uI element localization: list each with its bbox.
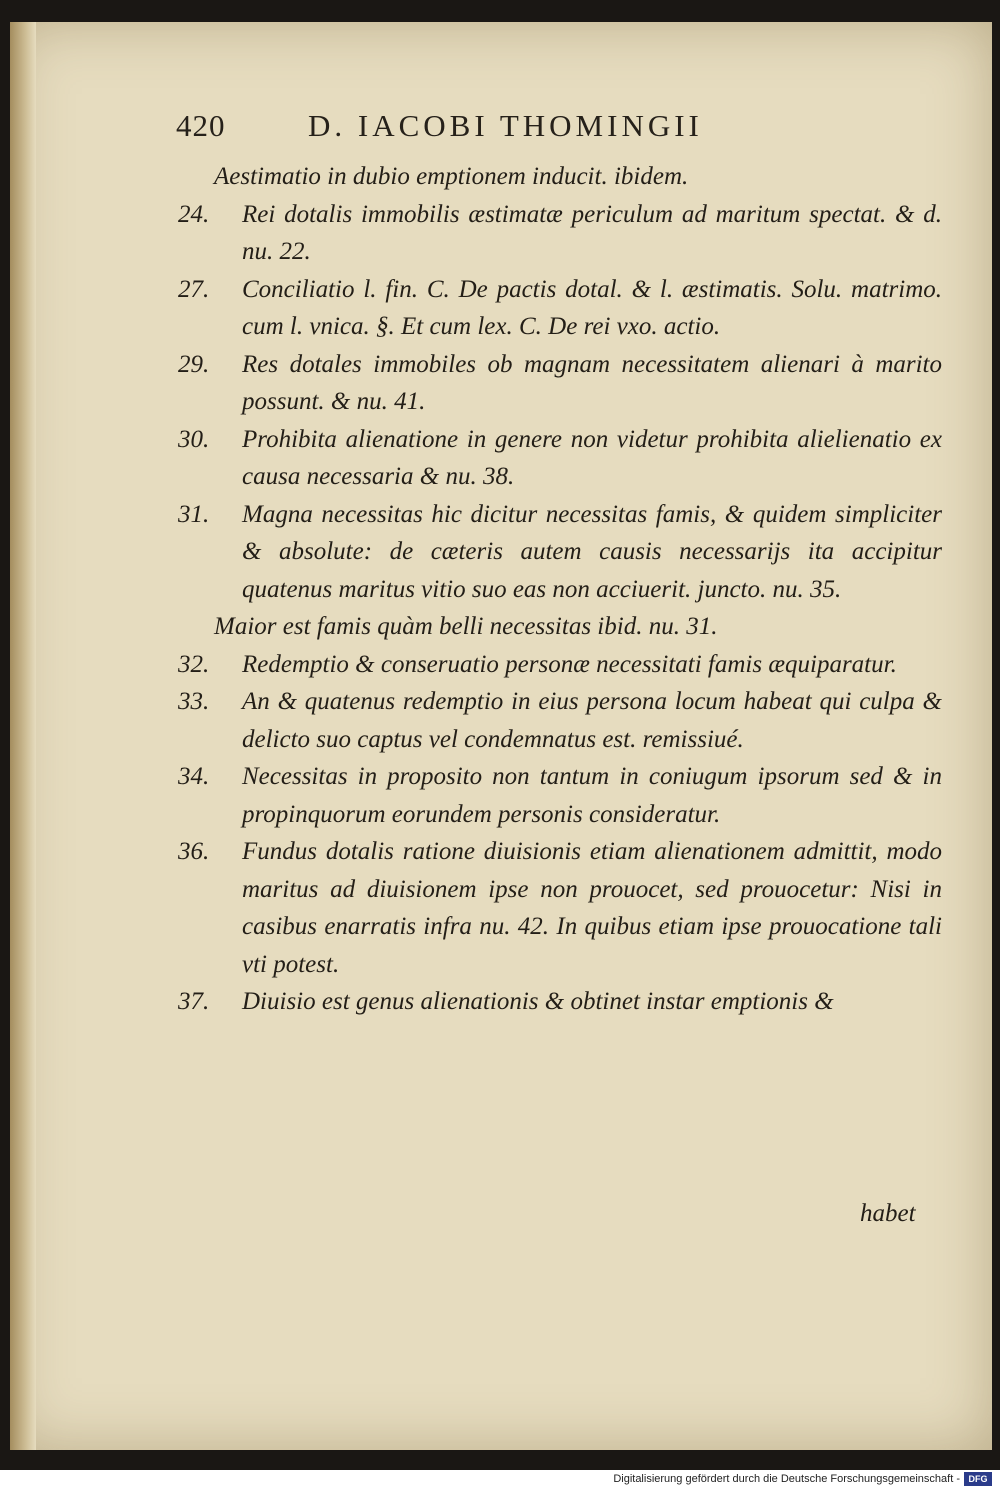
- index-entry: [172, 646, 942, 684]
- index-entry: [172, 346, 942, 421]
- entry-text: An & quatenus redemptio in eius persona locum habeat qui culpa & delicto suo captus vel condemnatus est. remissiué.: [242, 688, 942, 753]
- entry-number: 30.: [178, 425, 210, 453]
- entry-text: Diuisio est genus alienationis & obtinet instar emptionis &: [242, 988, 834, 1015]
- dfg-logo: DFG: [964, 1472, 992, 1486]
- index-entry: [172, 608, 942, 646]
- index-entry: [172, 196, 942, 271]
- index-text-block: [172, 158, 942, 1021]
- entry-text: Prohibita alienatione in genere non videtur prohibita alielienatio ex causa necessaria & nu. 38.: [242, 425, 942, 490]
- entry-number: 29.: [178, 350, 210, 378]
- entry-text: Fundus dotalis ratione diuisionis etiam alienationem admittit, modo maritus ad diuisionem ipse non prouocet, sed prouocetur: Nisi in casibus enarratis infra nu. 42. In quibus etiam ipse prouocatione tali vti potest.: [242, 838, 942, 978]
- index-entry: [172, 758, 942, 833]
- entry-number: 24.: [178, 200, 210, 228]
- index-entry: [172, 158, 942, 196]
- entry-number: 36.: [178, 838, 210, 865]
- index-entry: [172, 983, 942, 1021]
- entry-text: Aestimatio in dubio emptionem inducit. ibidem.: [214, 163, 689, 190]
- entry-number: 32.: [178, 650, 210, 678]
- page-gutter-edge: [10, 22, 36, 1450]
- entry-number: 33.: [178, 688, 210, 715]
- entry-text: Magna necessitas hic dicitur necessitas famis, & quidem simpliciter & absolute: de cæteris autem causis necessarijs ita accipitur quatenus maritus vitio suo eas non acciuerit. juncto. nu. 35.: [242, 500, 942, 603]
- entry-number: 27.: [178, 275, 210, 303]
- index-entry: [172, 421, 942, 496]
- index-entry: [172, 271, 942, 346]
- entry-text: Redemptio & conseruatio personæ necessitati famis æquiparatur.: [242, 650, 897, 678]
- entry-text: Necessitas in proposito non tantum in coniugum ipsorum sed & in propinquorum eorundem personis consideratur.: [242, 763, 942, 828]
- index-entry: [172, 496, 942, 609]
- entry-text: Rei dotalis immobilis æstimatæ periculum ad maritum spectat. & d. nu. 22.: [242, 200, 942, 265]
- funding-notice: Digitalisierung gefördert durch die Deutsche Forschungsgemeinschaft -: [613, 1473, 960, 1485]
- running-title: D. IACOBI THOMINGII: [308, 108, 703, 143]
- entry-number: 37.: [178, 988, 210, 1015]
- running-head: [176, 108, 936, 152]
- footer-bar: [0, 1470, 1000, 1489]
- entry-text: Res dotales immobiles ob magnam necessitatem alienari à marito possunt. & nu. 41.: [242, 350, 942, 415]
- entry-number: 34.: [178, 763, 210, 790]
- entry-text: Maior est famis quàm belli necessitas ibid. nu. 31.: [214, 613, 718, 640]
- index-entry: [172, 833, 942, 983]
- index-entry: [172, 683, 942, 758]
- entry-text: Conciliatio l. fin. C. De pactis dotal. & l. æstimatis. Solu. matrimo. cum l. vnica. §. Et cum lex. C. De rei vxo. actio.: [242, 275, 942, 340]
- page-number: 420: [176, 108, 226, 143]
- entry-number: 31.: [178, 500, 210, 528]
- catchword: habet: [860, 1200, 916, 1227]
